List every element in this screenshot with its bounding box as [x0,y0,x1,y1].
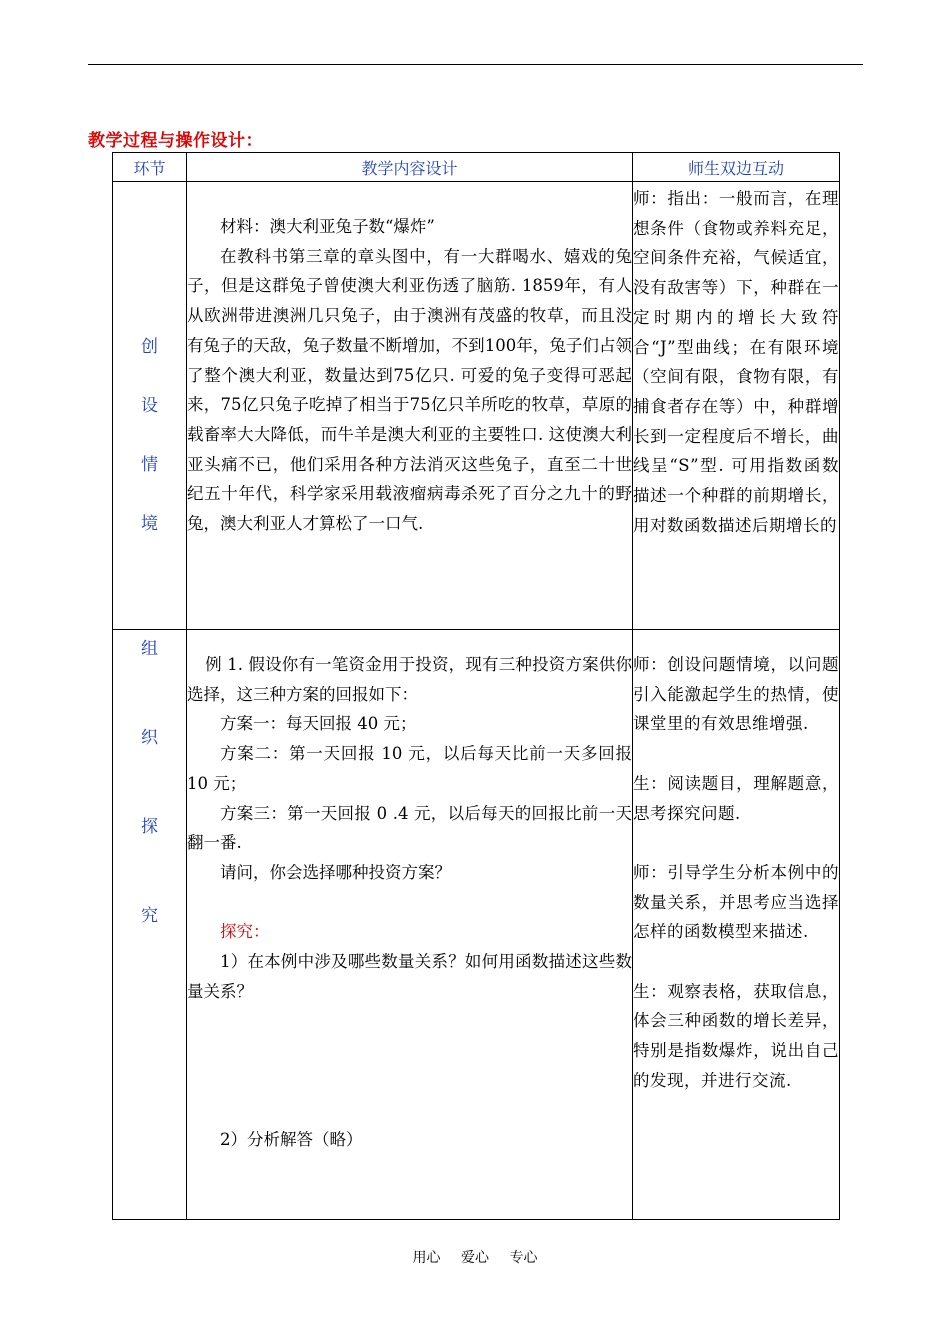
content-cell [187,630,633,1220]
dialog-student: 生：阅读题目，理解题意，思考探究问题. [633,773,839,823]
dialog-teacher: 师：引导学生分析本例中的数量关系，并思考应当选择怎样的函数模型来描述. [633,862,839,942]
stage-char: 境 [141,514,158,534]
explore-question-2: 2）分析解答（略） [220,1130,363,1150]
dialog-cell [633,182,840,630]
stage-cell [113,630,187,1220]
material-paragraph: 在教科书第三章的章头图中，有一大群喝水、嬉戏的兔子，但是这群兔子曾使澳大利亚伤透了脑筋. 1859年，有人从欧洲带进澳洲几只兔子，由于澳洲有茂盛的牧草，而且没有兔子的天敌，兔子数量不断增加，不到100年，兔子们占领了整个澳大利亚，数量达到75亿只. 可爱的兔子变得可恶起来，75亿只兔子吃掉了相当于75亿只羊所吃的牧草，草原的载畜率大大降低，而牛羊是澳大利亚的主要牲口. 这使澳大利亚头痛不已，他们采用各种方法消灭这些兔子，直至二十世纪五十年代，科学家采用载液瘤病毒杀死了百分之九十的野兔，澳大利亚人才算松了一口气. [187,246,632,534]
footer-word: 用心 [412,1250,441,1266]
plan-three: 方案三：第一天回报 0 .4 元，以后每天的回报比前一天翻一番. [187,803,632,853]
lesson-table [112,152,840,1220]
stage-char: 组 [141,639,158,659]
dialog-cell [633,630,840,1220]
stage-char: 情 [141,455,158,475]
stage-char: 织 [141,728,158,748]
header-content: 教学内容设计 [187,153,633,182]
table-row [113,182,840,630]
header-interaction: 师生双边互动 [633,153,840,182]
header-stage: 环节 [113,153,187,182]
footer-word: 爱心 [461,1250,489,1266]
stage-char: 探 [141,817,158,837]
explore-label: 探究： [220,922,270,942]
material-title: 材料：澳大利亚兔子数“爆炸” [220,217,435,236]
section-title: 教学过程与操作设计： [88,131,263,151]
content-cell [187,182,633,630]
page-footer [0,1247,950,1267]
stage-char: 设 [141,396,158,416]
stage-cell [113,182,187,630]
stage-char: 创 [141,337,158,357]
dialog-teacher: 师：指出：一般而言，在理想条件（食物或养料充足，空间条件充裕，气候适宜，没有敌害等）下，种群在一定时期内的增长大致符合“J”型曲线；在有限环境（空间有限，食物有限，有捕食者存在等）中，种群增长到一定程度后不增长，曲线呈“S”型. 可用指数函数描述一个种群的前期增长，用对数函数描述后期增长的 [633,189,839,535]
explore-question-1: 1）在本例中涉及哪些数量关系？如何用函数描述这些数量关系？ [187,952,632,1001]
table-row [113,630,840,1220]
plan-two: 方案二：第一天回报 10 元，以后每天比前一天多回报 10 元； [187,744,632,793]
header-rule [88,64,863,65]
footer-word: 专心 [509,1250,538,1266]
example-text: 例 1. 假设你有一笔资金用于投资，现有三种投资方案供你选择，这三种方案的回报如下： [187,655,632,704]
question-text: 请问，你会选择哪种投资方案？ [220,862,451,882]
plan-one: 方案一：每天回报 40 元； [220,714,417,734]
dialog-student: 生：观察表格，获取信息，体会三种函数的增长差异，特别是指数爆炸，说出自己的发现，并进行交流. [633,981,839,1090]
stage-char: 究 [141,906,158,926]
table-header-row [113,153,840,182]
dialog-teacher: 师：创设问题情境，以问题引入能激起学生的热情，使课堂里的有效思维增强. [633,655,839,734]
